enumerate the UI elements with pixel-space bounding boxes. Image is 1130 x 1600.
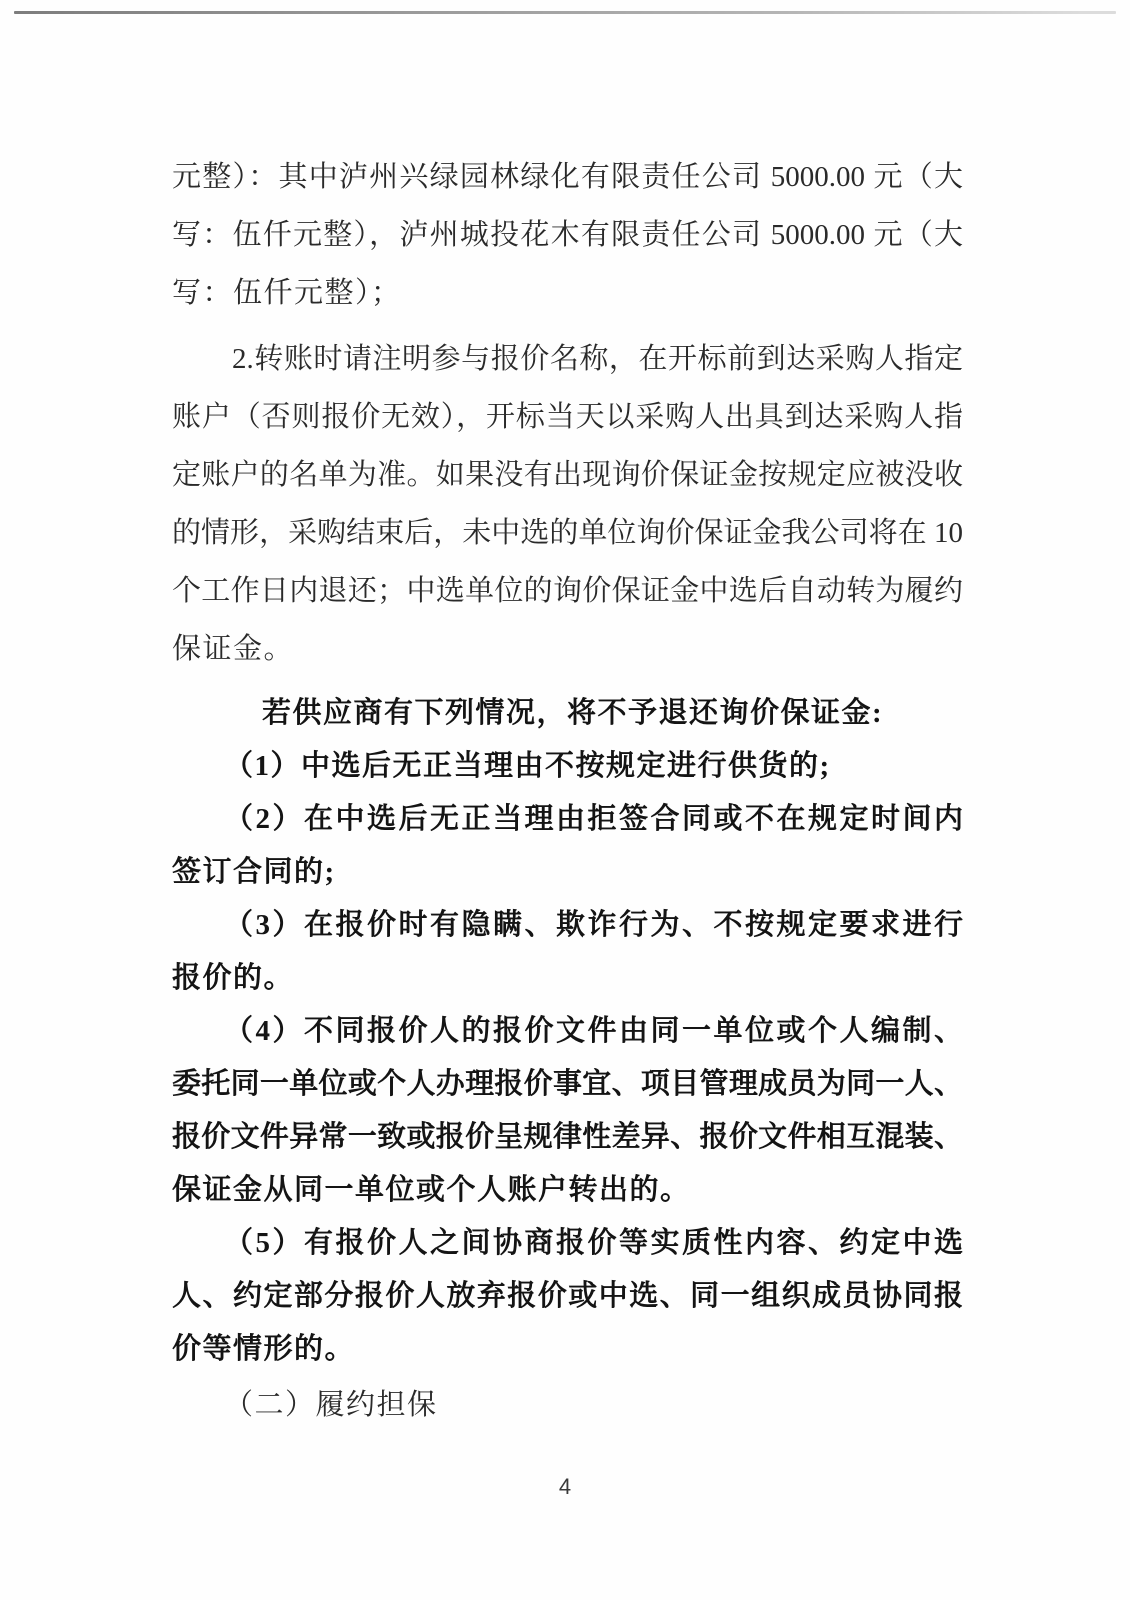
text-line: （1）中选后无正当理由不按规定进行供货的;	[224, 750, 831, 782]
text-line: 保证金从同一单位或个人账户转出的。	[172, 1174, 691, 1206]
text-line: （3）在报价时有隐瞒、欺诈行为、不按规定要求进行	[224, 909, 963, 941]
text-line: 价等情形的。	[172, 1333, 356, 1365]
text-line: （2）在中选后无正当理由拒签合同或不在规定时间内	[224, 803, 963, 835]
text-line: 若供应商有下列情况，将不予退还询价保证金:	[262, 697, 884, 729]
text-line: 个工作日内退还；中选单位的询价保证金中选后自动转为履约	[172, 575, 963, 607]
text-line: 报价文件异常一致或报价呈规律性差异、报价文件相互混装、	[172, 1121, 963, 1153]
text-line: （5）有报价人之间协商报价等实质性内容、约定中选	[224, 1227, 963, 1259]
text-line: 保证金。	[172, 633, 295, 665]
text-line: 人、约定部分报价人放弃报价或中选、同一组织成员协同报	[172, 1280, 963, 1312]
text-line: 写：伍仟元整）；	[172, 277, 402, 309]
text-line: 写：伍仟元整），泸州城投花木有限责任公司 5000.00 元（大	[172, 219, 963, 251]
scan-artifact-line	[14, 11, 1116, 14]
text-line: （二）履约担保	[224, 1389, 438, 1421]
text-line: 报价的。	[172, 962, 295, 994]
text-line: 的情形，采购结束后，未中选的单位询价保证金我公司将在 10	[172, 517, 963, 549]
document-body	[172, 148, 963, 1434]
text-line: 元整）：其中泸州兴绿园林绿化有限责任公司 5000.00 元（大	[172, 161, 963, 193]
text-line: 定账户的名单为准。如果没有出现询价保证金按规定应被没收	[172, 459, 963, 491]
text-line: 签订合同的;	[172, 856, 336, 888]
text-line: 2.转账时请注明参与报价名称，在开标前到达采购人指定	[232, 343, 963, 375]
text-line: 账户（否则报价无效），开标当天以采购人出具到达采购人指	[172, 401, 963, 433]
text-line: 委托同一单位或个人办理报价事宜、项目管理成员为同一人、	[172, 1068, 963, 1100]
page-number: 4	[558, 1474, 572, 1499]
text-line: （4）不同报价人的报价文件由同一单位或个人编制、	[224, 1015, 963, 1047]
